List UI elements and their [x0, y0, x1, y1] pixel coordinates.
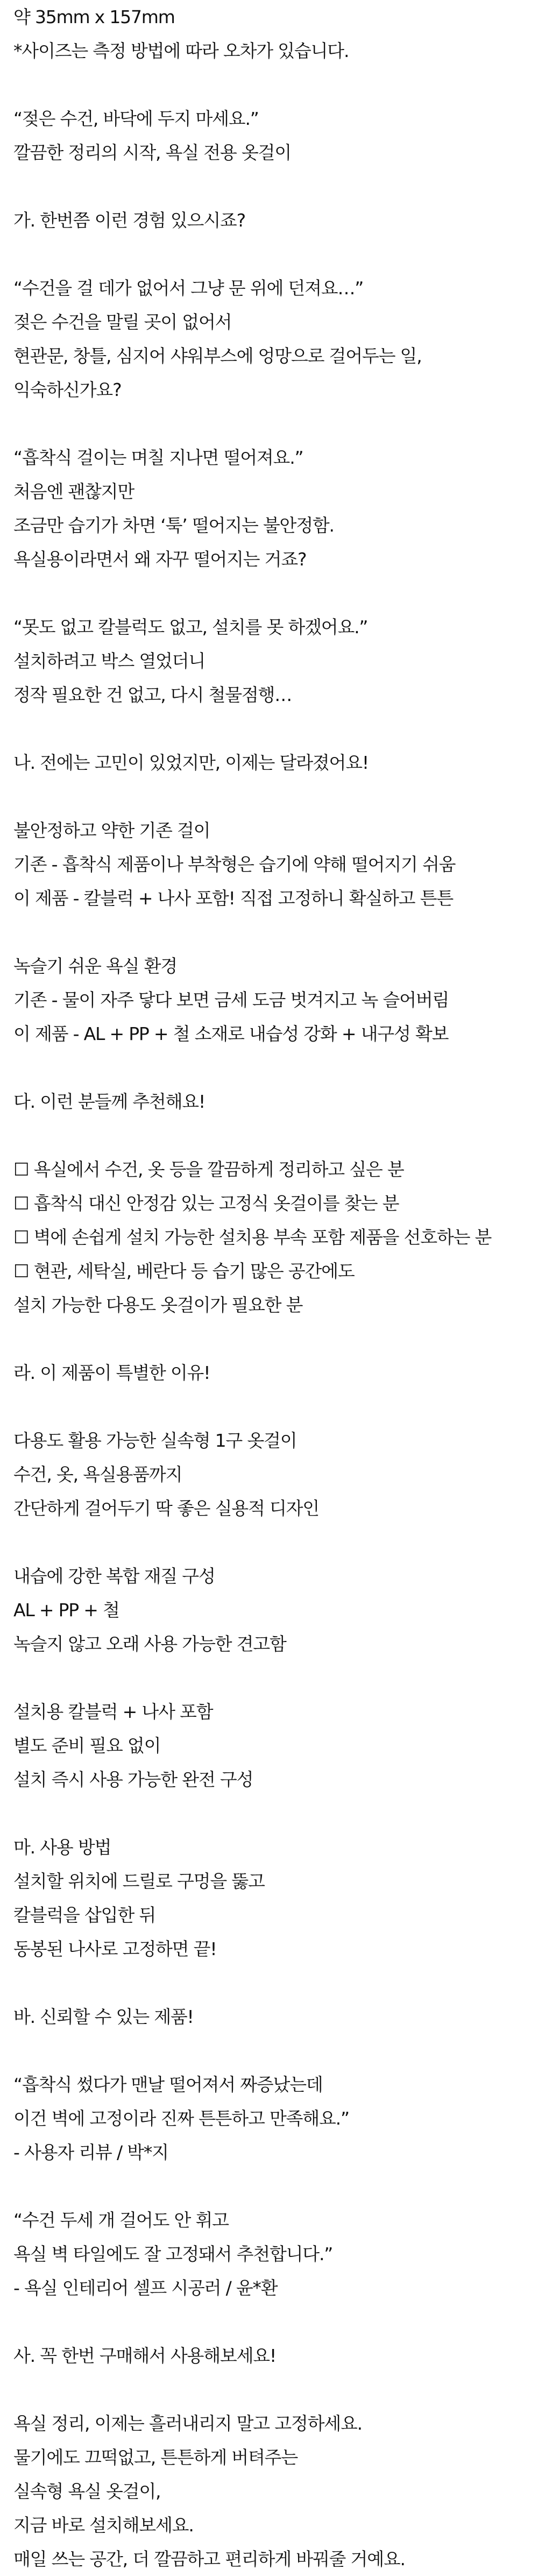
text-line: ☐ 욕실에서 수건, 옷 등을 깔끔하게 정리하고 싶은 분: [13, 1159, 404, 1180]
text-line: 다. 이런 분들께 추천해요!: [13, 1091, 205, 1112]
text-line: 실속형 욕실 옷걸이,: [13, 2481, 161, 2502]
text-line: [13, 576, 530, 610]
text-line: [13, 237, 530, 271]
text-line: 물기에도 끄떡없고, 튼튼하게 버텨주는: [13, 2447, 298, 2468]
text-line: 이건 벽에 고정이라 진짜 튼튼하고 만족해요.”: [13, 2108, 349, 2129]
text-line: 욕실 벽 타일에도 잘 고정돼서 추천합니다.”: [13, 2244, 333, 2264]
text-line: 바. 신뢰할 수 있는 제품!: [13, 2006, 194, 2027]
text-line: - 욕실 인테리어 셀프 시공러 / 윤*환: [13, 2277, 278, 2298]
text-line: [13, 780, 530, 813]
text-line: [13, 1051, 530, 1085]
text-line: 별도 준비 필요 없이: [13, 1735, 161, 1756]
text-line: “못도 없고 칼블럭도 없고, 설치를 못 하겠어요.”: [13, 617, 368, 638]
text-line: 욕실용이라면서 왜 자꾸 떨어지는 거죠?: [13, 549, 307, 570]
text-line: 조금만 습기가 차면 ‘툭’ 떨어지는 불안정함.: [13, 515, 334, 536]
text-line: [13, 1322, 530, 1356]
product-description-text: [13, 0, 530, 2576]
text-line: 약 35mm x 157mm: [13, 6, 175, 27]
text-line: “흡착식 썼다가 맨날 떨어져서 짜증났는데: [13, 2074, 323, 2095]
text-line: “수건 두세 개 걸어도 안 휘고: [13, 2210, 229, 2231]
text-line: 간단하게 걸어두기 딱 좋은 실용적 디자인: [13, 1498, 319, 1519]
text-line: 녹슬지 않고 오래 사용 가능한 견고함: [13, 1633, 286, 1654]
text-line: [13, 712, 530, 746]
text-line: [13, 407, 530, 441]
text-line: 동봉된 나사로 고정하면 끝!: [13, 1938, 217, 1959]
text-line: 젖은 수건을 말릴 곳이 없어서: [13, 312, 232, 332]
text-line: 정작 필요한 건 없고, 다시 철물점행…: [13, 684, 292, 705]
text-line: [13, 1796, 530, 1830]
text-line: 처음엔 괜찮지만: [13, 481, 134, 502]
text-line: 깔끔한 정리의 시작, 욕실 전용 옷걸이: [13, 142, 291, 163]
text-line: 설치할 위치에 드릴로 구멍을 뚫고: [13, 1871, 265, 1892]
text-line: [13, 169, 530, 203]
text-line: [13, 68, 530, 102]
text-line: “수건을 걸 데가 없어서 그냥 문 위에 던져요…”: [13, 278, 364, 299]
text-line: [13, 2373, 530, 2407]
text-line: 사. 꼭 한번 구매해서 사용해보세요!: [13, 2345, 276, 2366]
text-line: 가. 한번쯤 이런 경험 있으시죠?: [13, 210, 245, 231]
text-line: [13, 1661, 530, 1695]
text-line: AL + PP + 철: [13, 1600, 119, 1620]
text-line: 이 제품 - AL + PP + 철 소재로 내습성 강화 + 내구성 확보: [13, 1023, 449, 1044]
text-line: [13, 1390, 530, 1424]
text-line: *사이즈는 측정 방법에 따라 오차가 있습니다.: [13, 40, 349, 61]
text-line: [13, 915, 530, 949]
text-line: ☐ 현관, 세탁실, 베란다 등 습기 많은 공간에도: [13, 1261, 355, 1282]
text-line: 욕실 정리, 이제는 흘러내리지 말고 고정하세요.: [13, 2413, 362, 2434]
text-line: 지금 바로 설치해보세요.: [13, 2515, 194, 2536]
text-line: 내습에 강한 복합 재질 구성: [13, 1566, 215, 1587]
text-line: [13, 2169, 530, 2203]
text-line: 이 제품 - 칼블럭 + 나사 포함! 직접 고정하니 확실하고 튼튼: [13, 888, 454, 909]
text-line: ☐ 흡착식 대신 안정감 있는 고정식 옷걸이를 찾는 분: [13, 1193, 399, 1214]
text-line: 라. 이 제품이 특별한 이유!: [13, 1362, 210, 1383]
text-line: ☐ 벽에 손쉽게 설치 가능한 설치용 부속 포함 제품을 선호하는 분: [13, 1227, 492, 1248]
text-line: “흡착식 걸이는 며칠 지나면 떨어져요.”: [13, 447, 303, 468]
text-line: 녹슬기 쉬운 욕실 환경: [13, 956, 177, 976]
text-line: 불안정하고 약한 기존 걸이: [13, 820, 210, 841]
text-line: 기존 - 흡착식 제품이나 부착형은 습기에 약해 떨어지기 쉬움: [13, 854, 456, 875]
text-line: “젖은 수건, 바닥에 두지 마세요.”: [13, 108, 259, 129]
text-line: 수건, 옷, 욕실용품까지: [13, 1464, 182, 1485]
text-line: [13, 1525, 530, 1559]
text-line: 설치용 칼블럭 + 나사 포함: [13, 1701, 213, 1722]
text-line: [13, 2034, 530, 2068]
text-line: 칼블럭을 삽입한 뒤: [13, 1905, 156, 1926]
text-line: 나. 전에는 고민이 있었지만, 이제는 달라졌어요!: [13, 752, 369, 773]
text-line: [13, 1119, 530, 1152]
text-line: [13, 2305, 530, 2339]
text-line: - 사용자 리뷰 / 박*지: [13, 2142, 168, 2163]
text-line: 마. 사용 방법: [13, 1837, 111, 1858]
text-line: 익숙하신가요?: [13, 379, 122, 400]
text-line: 설치하려고 박스 열었더니: [13, 650, 206, 671]
text-line: [13, 1966, 530, 2000]
text-line: 다용도 활용 가능한 실속형 1구 옷걸이: [13, 1430, 297, 1451]
text-line: 설치 가능한 다용도 옷걸이가 필요한 분: [13, 1294, 303, 1315]
text-line: 기존 - 물이 자주 닿다 보면 금세 도금 벗겨지고 녹 슬어버림: [13, 989, 449, 1010]
text-line: 매일 쓰는 공간, 더 깔끔하고 편리하게 바꿔줄 거예요.: [13, 2549, 405, 2570]
text-line: 설치 즉시 사용 가능한 완전 구성: [13, 1769, 253, 1790]
text-line: 현관문, 창틀, 심지어 샤워부스에 엉망으로 걸어두는 일,: [13, 345, 422, 366]
